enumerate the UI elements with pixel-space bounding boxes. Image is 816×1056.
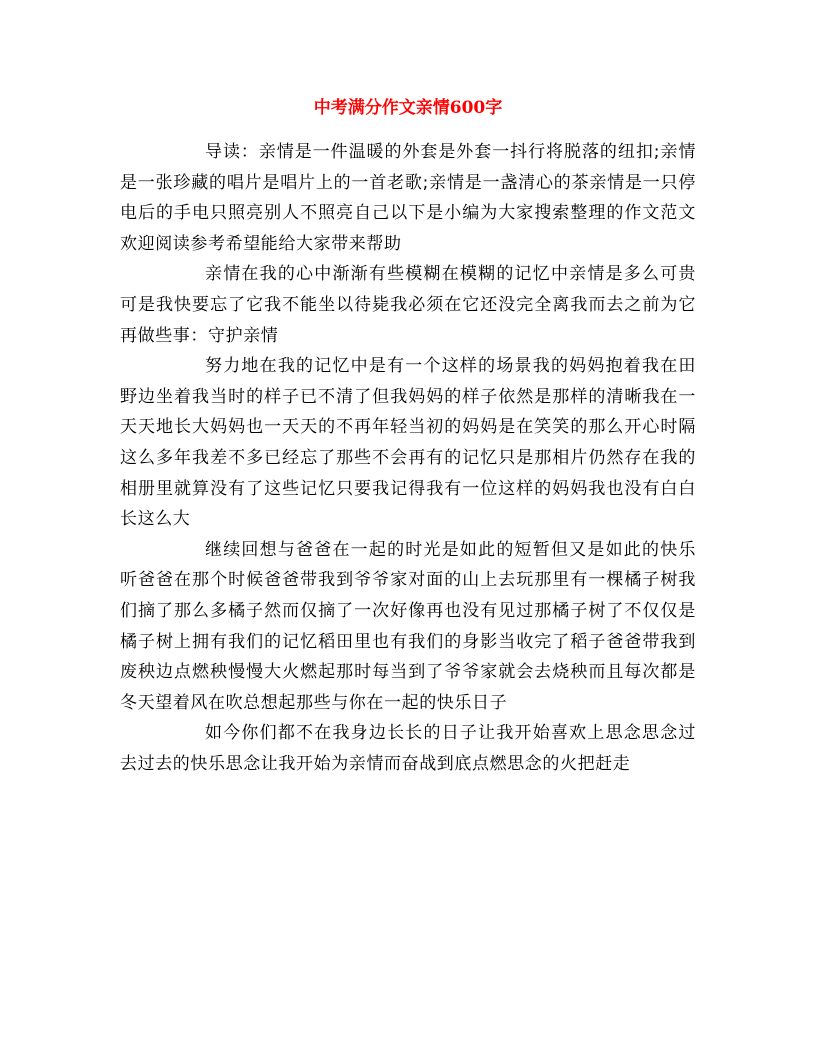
- document-body: [120, 137, 696, 779]
- paragraph-4: 继续回想与爸爸在一起的时光是如此的短暂但又是如此的快乐听爸爸在那个时候爸爸带我到爷爷家对面的山上去玩那里有一棵橘子树我们摘了那么多橘子然而仅摘了一次好像再也没有见过那橘子树了不仅仅是橘子树上拥有我们的记忆稻田里也有我们的身影当收完了稻子爸爸带我到废秧边点燃秧慢慢大火燃起那时每当到了爷爷家就会去烧秧而且每次都是冬天望着风在吹总想起那些与你在一起的快乐日子: [120, 539, 696, 713]
- paragraph-5: 如今你们都不在我身边长长的日子让我开始喜欢上思念思念过去过去的快乐思念让我开始为亲情而奋战到底点燃思念的火把赶走: [120, 723, 696, 774]
- document-title: 中考满分作文亲情600字: [313, 98, 503, 118]
- paragraph-intro: 导读：亲情是一件温暖的外套是外套一抖行将脱落的纽扣;亲情是一张珍藏的唱片是唱片上的一首老歌;亲情是一盏清心的茶亲情是一只停电后的手电只照亮别人不照亮自己以下是小编为大家搜索整理的作文范文欢迎阅读参考希望能给大家带来帮助: [120, 142, 696, 254]
- paragraph-2: 亲情在我的心中渐渐有些模糊在模糊的记忆中亲情是多么可贵可是我快要忘了它我不能坐以待毙我必须在它还没完全离我而去之前为它再做些事：守护亲情: [120, 264, 696, 346]
- paragraph-3: 努力地在我的记忆中是有一个这样的场景我的妈妈抱着我在田野边坐着我当时的样子已不清了但我妈妈的样子依然是那样的清晰我在一天天地长大妈妈也一天天的不再年轻当初的妈妈是在笑笑的那么开心时隔这么多年我差不多已经忘了那些不会再有的记忆只是那相片仍然存在我的相册里就算没有了这些记忆只要我记得我有一位这样的妈妈我也没有白白长这么大: [120, 356, 696, 530]
